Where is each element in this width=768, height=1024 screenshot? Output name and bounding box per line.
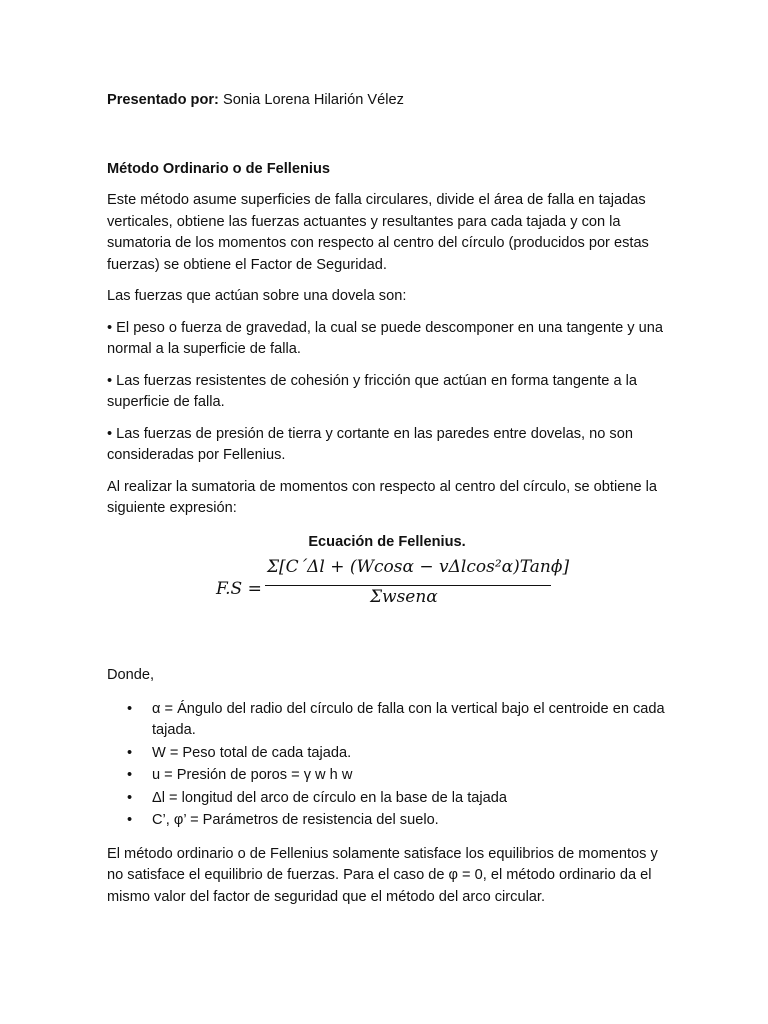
fraction-bar: [265, 585, 551, 586]
force-item-pressure: • Las fuerzas de presión de tierra y cortante en las paredes entre dovelas, no son consideradas por Fellenius.: [107, 425, 633, 463]
force-item-resistant: • Las fuerzas resistentes de cohesión y fricción que actúan en forma tangente a la superficie de falla.: [107, 372, 637, 410]
definition-alpha: α = Ángulo del radio del círculo de falla con la vertical bajo el centroide en cada tajada.: [152, 700, 665, 738]
formula-lhs: F.S =: [216, 579, 262, 599]
formula-denominator: Σwsenα: [370, 587, 438, 607]
bullet-icon: •: [127, 789, 133, 806]
presenter-label: Presentado por:: [107, 92, 219, 108]
list-item: [107, 765, 667, 787]
bullet-icon: •: [127, 812, 133, 828]
list-item: [107, 810, 667, 832]
presenter-name: Sonia Lorena Hilarión Vélez: [218, 92, 404, 108]
section-heading: Método Ordinario o de Fellenius: [107, 160, 330, 177]
document-page: [107, 90, 667, 918]
closing-paragraph: El método ordinario o de Fellenius solamente satisface los equilibrios de momentos y no satisface el equilibrio de fuerzas. Para el caso de φ = 0, el método ordinario da el mismo valor del factor de seguridad que el método del arco circular.: [107, 845, 658, 905]
bullet-icon: •: [127, 700, 133, 717]
bullet-icon: •: [127, 767, 133, 783]
list-item: [107, 699, 667, 742]
force-item-weight: • El peso o fuerza de gravedad, la cual se puede descomponer en una tangente y una normal a la superficie de falla.: [107, 319, 664, 357]
fellenius-formula: [107, 557, 667, 621]
donde-label: Donde,: [107, 667, 155, 683]
forces-intro: Las fuerzas que actúan sobre una dovela son:: [107, 288, 407, 304]
bullet-icon: •: [127, 744, 133, 761]
equation-title: Ecuación de Fellenius.: [308, 533, 466, 550]
formula-numerator: Σ[C΄Δl + (Wcosα − vΔlcos²α)Tanϕ]: [267, 557, 570, 577]
definitions-list: [107, 699, 667, 832]
definition-arc-length: Δl = longitud del arco de círculo en la base de la tajada: [152, 789, 507, 806]
moments-paragraph: Al realizar la sumatoria de momentos con respecto al centro del círculo, se obtiene la siguiente expresión:: [107, 478, 657, 516]
intro-paragraph: Este método asume superficies de falla circulares, divide el área de falla en tajadas verticales, obtiene las fuerzas actuantes y resultantes para cada tajada y con la sumatoria de los momentos con respecto al centro del círculo (producidos por estas fuerzas) se obtiene el Factor de Seguridad.: [107, 192, 649, 273]
definition-weight: W = Peso total de cada tajada.: [152, 744, 352, 761]
presenter-line: [107, 90, 667, 112]
list-item: [107, 788, 667, 810]
list-item: [107, 743, 667, 765]
definition-strength-params: C’, φ’ = Parámetros de resistencia del suelo.: [152, 812, 439, 828]
definition-pore-pressure: u = Presión de poros = γ w h w: [152, 767, 353, 783]
